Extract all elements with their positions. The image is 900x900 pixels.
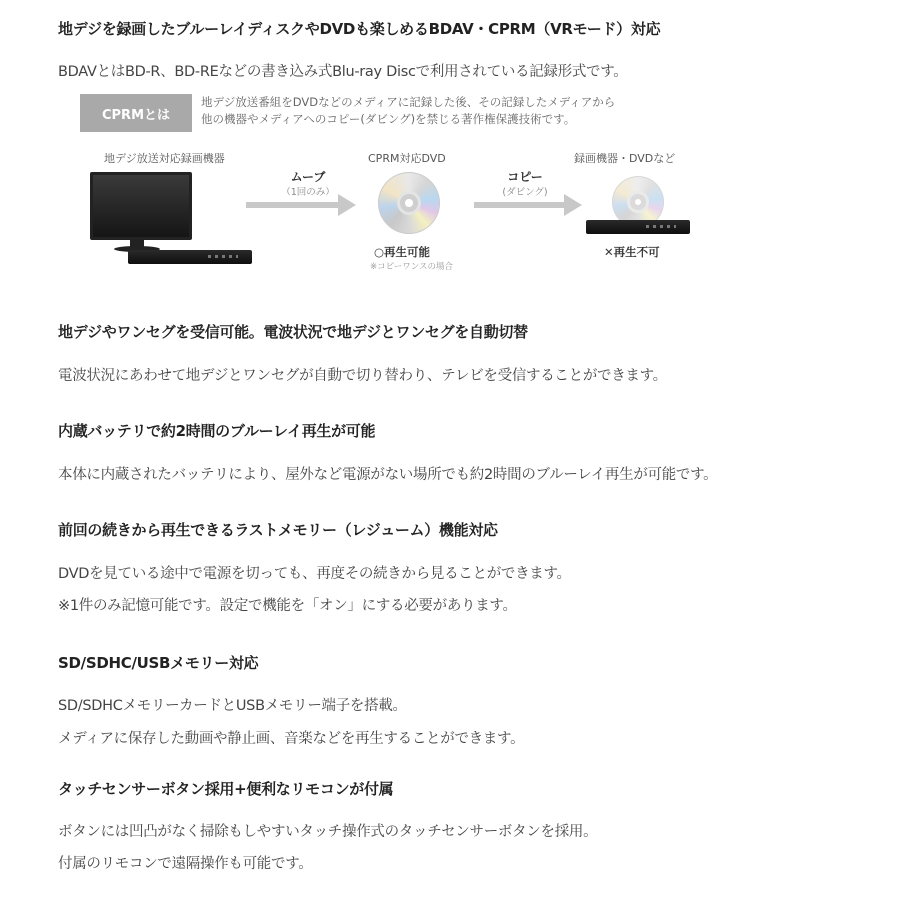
section-text-auto-switch: 電波状況にあわせて地デジとワンセグが自動で切り替わり、テレビを受信することができます。 (58, 368, 667, 384)
playable-status: ○再生可能 (374, 245, 431, 259)
dest-label: 録画機器・DVDなど (574, 152, 676, 165)
copy-sublabel: (ダビング) (502, 187, 548, 198)
section-text-battery: 本体に内蔵されたバッテリにより、屋外など電源がない場所でも約2時間のブルーレイ再生が可能です。 (58, 467, 718, 483)
not-playable-status: ✕再生不可 (604, 245, 660, 259)
section-heading-sd-usb: SD/SDHC/USBメモリー対応 (58, 654, 259, 672)
section-text-resume-1: DVDを見ている途中で電源を切っても、再度その続きから見ることができます。 (58, 566, 571, 582)
section-text-resume-2: ※1件のみ記憶可能です。設定で機能を「オン」にする必要があります。 (58, 598, 517, 614)
section-text-sd-usb-1: SD/SDHCメモリーカードとUSBメモリー端子を搭載。 (58, 698, 407, 714)
section-text-touch-sensor-1: ボタンには凹凸がなく掃除もしやすいタッチ操作式のタッチセンサーボタンを採用。 (58, 824, 598, 840)
section-heading-auto-switch: 地デジやワンセグを受信可能。電波状況で地デジとワンセグを自動切替 (58, 323, 528, 341)
section-heading-bdav-cprm: 地デジを録画したブルーレイディスクやDVDも楽しめるBDAV・CPRM（VRモード）対応 (58, 20, 661, 38)
section-text-sd-usb-2: メディアに保存した動画や静止画、音楽などを再生することができます。 (58, 731, 525, 747)
move-arrow-icon (246, 202, 338, 208)
section-text-touch-sensor-2: 付属のリモコンで遠隔操作も可能です。 (58, 856, 313, 872)
section-heading-touch-sensor: タッチセンサーボタン採用+便利なリモコンが付属 (58, 780, 394, 798)
cprm-badge: CPRMとは (80, 94, 192, 132)
playable-note: ※コピーワンスの場合 (370, 262, 454, 272)
cprm-dvd-label: CPRM対応DVD (368, 152, 446, 165)
tv-monitor-icon (90, 172, 192, 240)
copy-arrow-icon (474, 202, 564, 208)
section-heading-battery: 内蔵バッテリで約2時間のブルーレイ再生が可能 (58, 422, 376, 440)
recorder-icon-dest (586, 220, 690, 234)
section-text-bdav: BDAVとはBD-R、BD-REなどの書き込み式Blu-ray Discで利用されている記録形式です。 (58, 64, 628, 80)
move-label: ムーブ (290, 170, 326, 184)
source-label: 地デジ放送対応録画機器 (104, 152, 225, 165)
dvd-disc-icon (378, 172, 440, 234)
cprm-description: 地デジ放送番組をDVDなどのメディアに記録した後、その記録したメディアから 他の機器やメディアへのコピー(ダビング)を禁じる著作権保護技術です。 (201, 95, 616, 126)
copy-label: コピー (507, 170, 543, 184)
move-sublabel: （1回のみ） (281, 187, 335, 198)
section-heading-resume: 前回の続きから再生できるラストメモリー（レジューム）機能対応 (58, 521, 498, 539)
cprm-diagram (78, 92, 718, 282)
recorder-icon (128, 250, 252, 264)
